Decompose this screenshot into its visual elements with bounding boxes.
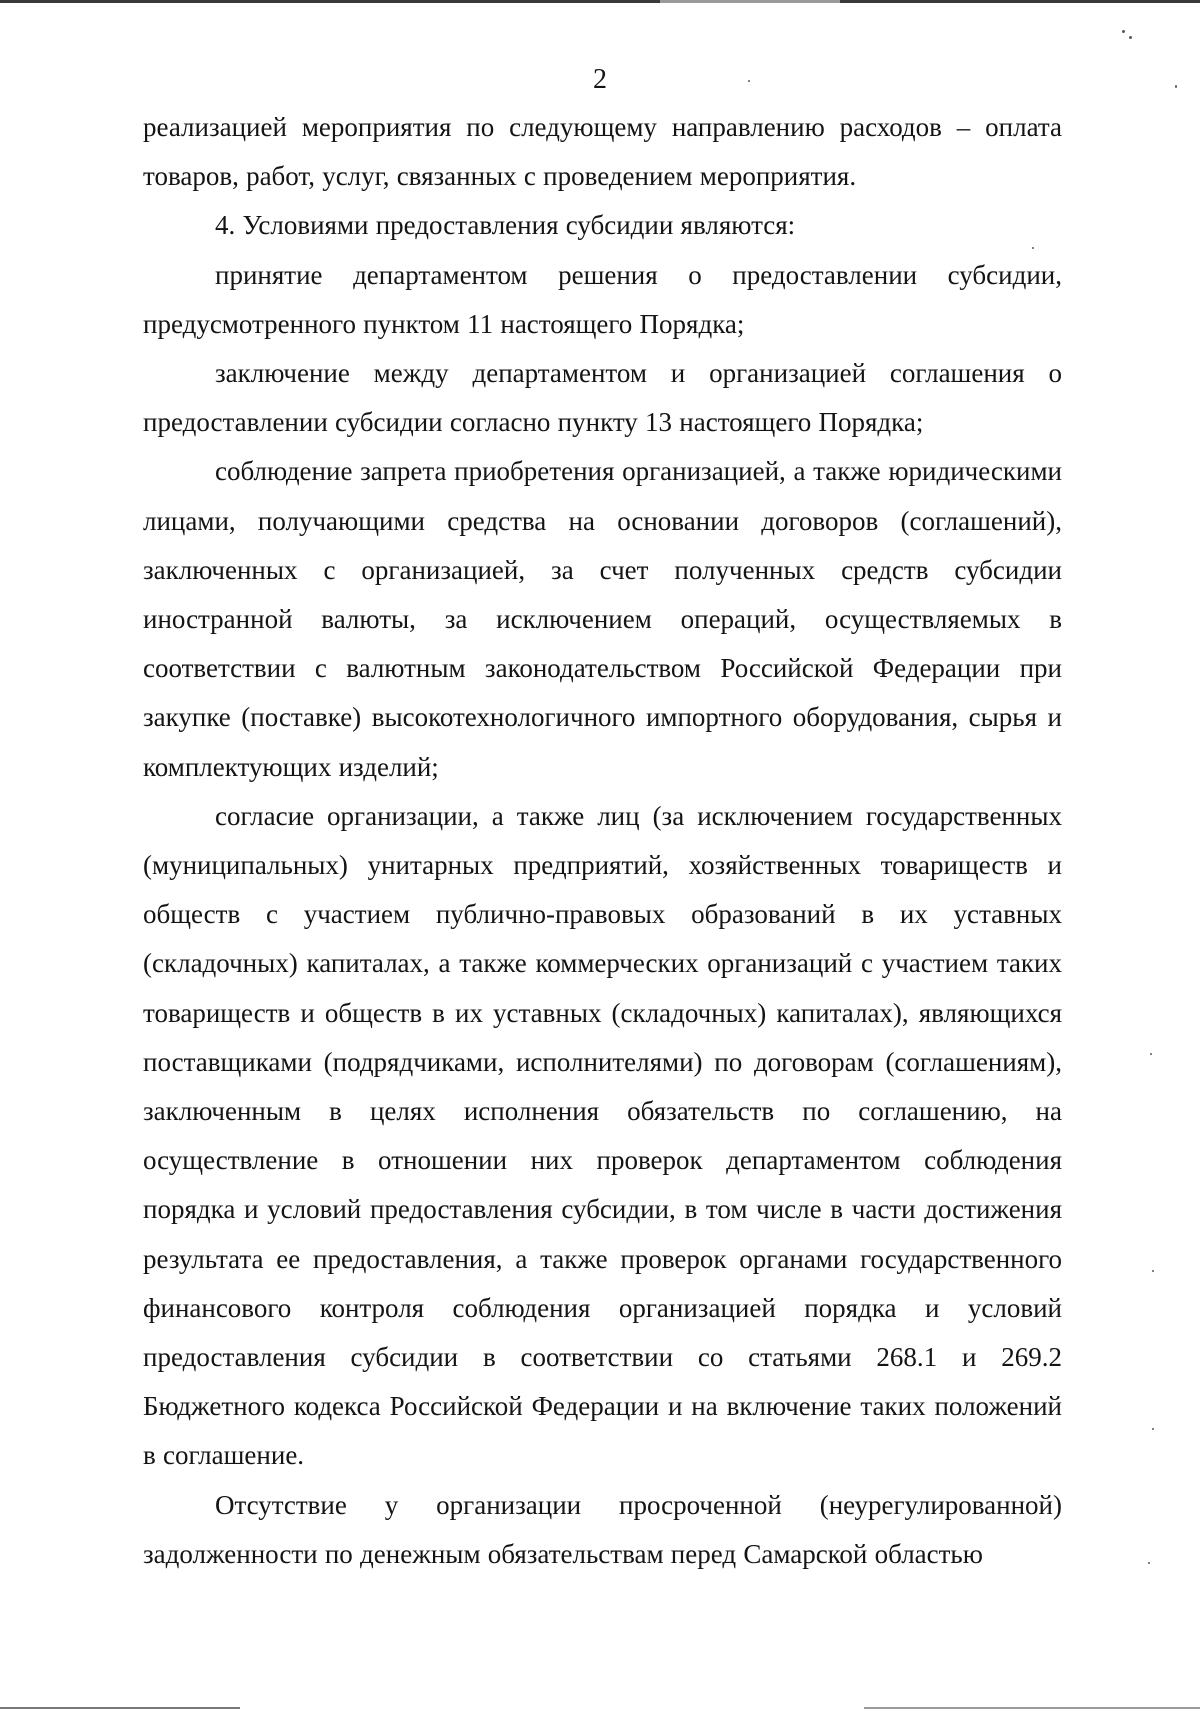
- condition-decision-paragraph: принятие департаментом решения о предоставлении субсидии, предусмотренного пунктом 11 настоящего Порядка;: [143, 259, 1062, 339]
- condition-currency-ban-paragraph: соблюдение запрета приобретения организацией, а также юридическими лицами, получающими средства на основании договоров (соглашений), заключенных с организацией, за счет полученных средств субсидии иностранной валюты, за исключением операций, осуществляемых в соответствии с валютным законодательством Российской Федерации при закупке (поставке) высокотехнологичного импортного оборудования, сырья и комплектующих изделий;: [143, 456, 1062, 782]
- condition-agreement-paragraph: заключение между департаментом и организацией соглашения о предоставлении субсидии согласно пункту 13 настоящего Порядка;: [143, 358, 1062, 438]
- condition-no-debt-paragraph: Отсутствие у организации просроченной (неурегулированной) задолженности по денежным обязательствам перед Самарской областью: [143, 1489, 1062, 1569]
- scan-speck: [1152, 1270, 1154, 1272]
- page-number: 2: [593, 64, 607, 95]
- scan-speck: [1148, 1562, 1150, 1564]
- scan-top-edge: [0, 0, 1200, 3]
- clause-4-heading: 4. Условиями предоставления субсидии являются:: [215, 210, 796, 241]
- scan-speck: [1150, 1053, 1152, 1055]
- scan-speck: [1129, 36, 1132, 39]
- scan-bottom-edge: [0, 1707, 1200, 1709]
- condition-consent-inspections-paragraph: согласие организации, а также лиц (за исключением государственных (муниципальных) унитарных предприятий, хозяйственных товариществ и обществ с участием публично-правовых образований в их уставных (складочных) капиталах, а также коммерческих организаций с участием таких товариществ и обществ в их уставных (складочных) капиталах), являющихся поставщиками (подрядчиками, исполнителями) по договорам (соглашениям), заключенным в целях исполнения обязательств по соглашению, на осуществление в отношении них проверок департаментом соблюдения порядка и условий предоставления субсидии, в том числе в части достижения результата ее предоставления, а также проверок органами государственного финансового контроля соблюдения организацией порядка и условий предоставления субсидии в соответствии со статьями 268.1 и 269.2 Бюджетного кодекса Российской Федерации и на включение таких положений в соглашение.: [143, 800, 1062, 1471]
- scan-speck: [1152, 1428, 1154, 1430]
- continuation-paragraph: реализацией мероприятия по следующему направлению расходов – оплата товаров, работ, услуг, связанных с проведением мероприятия.: [143, 112, 1062, 192]
- scan-speck: [1122, 30, 1125, 33]
- document-body: [143, 103, 1062, 1579]
